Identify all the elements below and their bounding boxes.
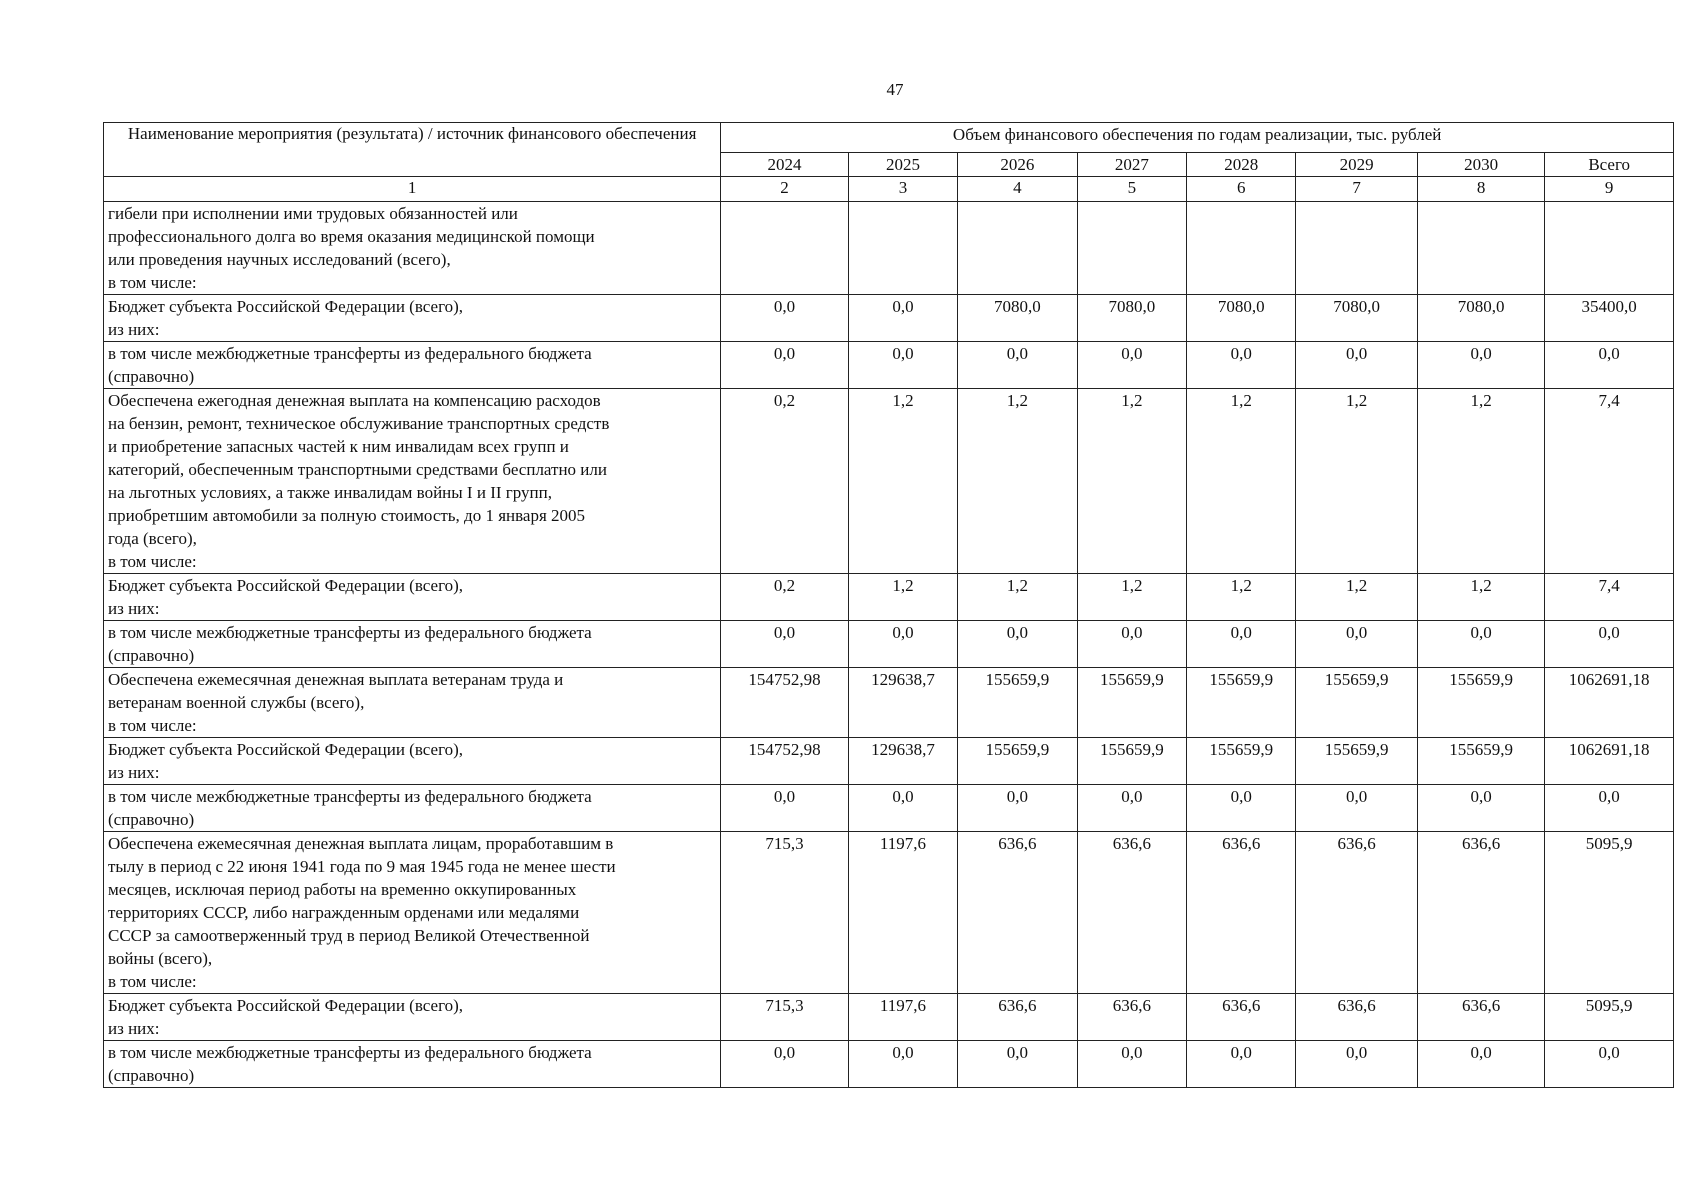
row-name: Бюджет субъекта Российской Федерации (всего), из них: xyxy=(104,738,721,785)
row-value xyxy=(1077,202,1186,295)
row-value: 0,0 xyxy=(721,785,848,832)
header-year-2027: 2027 xyxy=(1077,153,1186,177)
table-row xyxy=(104,389,1674,574)
row-value: 155659,9 xyxy=(1417,668,1544,738)
row-value-total xyxy=(1545,202,1674,295)
row-value: 636,6 xyxy=(1077,994,1186,1041)
row-name: в том числе межбюджетные трансферты из федерального бюджета (справочно) xyxy=(104,342,721,389)
row-value: 0,0 xyxy=(1296,1041,1417,1088)
row-value: 0,0 xyxy=(1417,1041,1544,1088)
row-value: 1,2 xyxy=(1077,389,1186,574)
row-name: Обеспечена ежемесячная денежная выплата ветеранам труда и ветеранам военной службы (всего), в том числе: xyxy=(104,668,721,738)
row-value: 155659,9 xyxy=(1187,738,1296,785)
row-value: 0,0 xyxy=(1077,621,1186,668)
header-name-column: Наименование мероприятия (результата) / источник финансового обеспечения xyxy=(104,123,721,177)
row-value: 0,0 xyxy=(848,621,957,668)
row-value: 715,3 xyxy=(721,832,848,994)
header-year-2028: 2028 xyxy=(1187,153,1296,177)
table-row xyxy=(104,574,1674,621)
column-number: 8 xyxy=(1417,177,1544,202)
row-value-total: 7,4 xyxy=(1545,574,1674,621)
row-name: в том числе межбюджетные трансферты из федерального бюджета (справочно) xyxy=(104,1041,721,1088)
row-value: 1197,6 xyxy=(848,832,957,994)
table-row xyxy=(104,668,1674,738)
row-value: 0,0 xyxy=(721,1041,848,1088)
row-value: 155659,9 xyxy=(1187,668,1296,738)
row-value: 636,6 xyxy=(1417,832,1544,994)
row-value: 0,2 xyxy=(721,574,848,621)
row-value: 1,2 xyxy=(1417,389,1544,574)
table-row xyxy=(104,738,1674,785)
row-value: 0,0 xyxy=(958,621,1077,668)
table-row xyxy=(104,994,1674,1041)
row-value: 636,6 xyxy=(1077,832,1186,994)
row-value: 0,0 xyxy=(848,1041,957,1088)
row-value-total: 5095,9 xyxy=(1545,832,1674,994)
row-value: 154752,98 xyxy=(721,738,848,785)
row-value-total: 1062691,18 xyxy=(1545,668,1674,738)
row-value: 1,2 xyxy=(1187,389,1296,574)
row-value xyxy=(958,202,1077,295)
row-value: 1,2 xyxy=(848,389,957,574)
row-value: 7080,0 xyxy=(1077,295,1186,342)
row-value-total: 0,0 xyxy=(1545,1041,1674,1088)
column-number: 3 xyxy=(848,177,957,202)
row-value: 1,2 xyxy=(1296,574,1417,621)
row-value: 0,2 xyxy=(721,389,848,574)
header-year-2024: 2024 xyxy=(721,153,848,177)
row-value-total: 5095,9 xyxy=(1545,994,1674,1041)
row-name: Бюджет субъекта Российской Федерации (всего), из них: xyxy=(104,574,721,621)
row-value: 0,0 xyxy=(1187,1041,1296,1088)
row-value: 1,2 xyxy=(1417,574,1544,621)
row-name: в том числе межбюджетные трансферты из федерального бюджета (справочно) xyxy=(104,785,721,832)
row-value: 0,0 xyxy=(721,621,848,668)
row-value-total: 7,4 xyxy=(1545,389,1674,574)
header-year-2029: 2029 xyxy=(1296,153,1417,177)
row-value: 636,6 xyxy=(1187,832,1296,994)
row-value-total: 0,0 xyxy=(1545,621,1674,668)
row-value: 0,0 xyxy=(1296,342,1417,389)
row-value: 0,0 xyxy=(721,295,848,342)
row-value xyxy=(1417,202,1544,295)
table-row xyxy=(104,342,1674,389)
row-name: Обеспечена ежемесячная денежная выплата лицам, проработавшим в тылу в период с 22 июня 1941 года по 9 мая 1945 года не менее шести месяцев, исключая период работы на временно оккупированных территориях СССР, либо награжденным орденами или медалями СССР за самоотверженный труд в период Великой Отечественной войны (всего), в том числе: xyxy=(104,832,721,994)
page-number: 47 xyxy=(886,80,904,99)
column-number: 5 xyxy=(1077,177,1186,202)
row-value: 155659,9 xyxy=(958,738,1077,785)
header-year-2030: 2030 xyxy=(1417,153,1544,177)
column-number: 6 xyxy=(1187,177,1296,202)
row-value xyxy=(1296,202,1417,295)
row-value: 7080,0 xyxy=(1417,295,1544,342)
row-value-total: 0,0 xyxy=(1545,342,1674,389)
row-value-total: 1062691,18 xyxy=(1545,738,1674,785)
row-value xyxy=(721,202,848,295)
column-number: 4 xyxy=(958,177,1077,202)
row-value: 636,6 xyxy=(1417,994,1544,1041)
row-value: 155659,9 xyxy=(1296,738,1417,785)
row-value: 0,0 xyxy=(1077,1041,1186,1088)
column-number-row xyxy=(104,177,1674,202)
row-value: 129638,7 xyxy=(848,738,957,785)
row-value: 636,6 xyxy=(958,832,1077,994)
row-value xyxy=(848,202,957,295)
row-value: 154752,98 xyxy=(721,668,848,738)
row-name: гибели при исполнении ими трудовых обязанностей или профессионального долга во время оказания медицинской помощи или проведения научных исследований (всего), в том числе: xyxy=(104,202,721,295)
row-name: Бюджет субъекта Российской Федерации (всего), из них: xyxy=(104,994,721,1041)
table-row xyxy=(104,832,1674,994)
table-row xyxy=(104,621,1674,668)
column-number: 7 xyxy=(1296,177,1417,202)
row-value: 0,0 xyxy=(1296,785,1417,832)
row-name: в том числе межбюджетные трансферты из федерального бюджета (справочно) xyxy=(104,621,721,668)
row-value: 0,0 xyxy=(721,342,848,389)
row-value: 0,0 xyxy=(958,1041,1077,1088)
row-value: 7080,0 xyxy=(958,295,1077,342)
row-value: 0,0 xyxy=(1417,342,1544,389)
row-value: 0,0 xyxy=(848,295,957,342)
row-value: 0,0 xyxy=(1417,785,1544,832)
row-value: 155659,9 xyxy=(958,668,1077,738)
row-name: Бюджет субъекта Российской Федерации (всего), из них: xyxy=(104,295,721,342)
row-value: 0,0 xyxy=(958,785,1077,832)
row-value: 155659,9 xyxy=(1077,738,1186,785)
row-value: 155659,9 xyxy=(1417,738,1544,785)
row-value: 0,0 xyxy=(1187,621,1296,668)
financing-table xyxy=(103,122,1674,1088)
column-number: 2 xyxy=(721,177,848,202)
row-value: 7080,0 xyxy=(1187,295,1296,342)
row-value: 0,0 xyxy=(958,342,1077,389)
column-number: 1 xyxy=(104,177,721,202)
row-value: 129638,7 xyxy=(848,668,957,738)
row-value: 1,2 xyxy=(1187,574,1296,621)
column-number: 9 xyxy=(1545,177,1674,202)
row-value: 1,2 xyxy=(1296,389,1417,574)
row-value: 155659,9 xyxy=(1077,668,1186,738)
row-value: 1,2 xyxy=(1077,574,1186,621)
row-value: 636,6 xyxy=(958,994,1077,1041)
table-row xyxy=(104,785,1674,832)
row-value xyxy=(1187,202,1296,295)
row-value: 636,6 xyxy=(1187,994,1296,1041)
row-value: 0,0 xyxy=(1417,621,1544,668)
table-row xyxy=(104,202,1674,295)
row-value: 1,2 xyxy=(958,574,1077,621)
row-value: 0,0 xyxy=(1187,342,1296,389)
row-value: 1,2 xyxy=(848,574,957,621)
table-row xyxy=(104,1041,1674,1088)
row-value: 0,0 xyxy=(848,785,957,832)
row-value: 715,3 xyxy=(721,994,848,1041)
row-value: 636,6 xyxy=(1296,994,1417,1041)
row-value: 1197,6 xyxy=(848,994,957,1041)
header-financing-volume: Объем финансового обеспечения по годам реализации, тыс. рублей xyxy=(721,123,1674,153)
row-value-total: 35400,0 xyxy=(1545,295,1674,342)
row-value: 636,6 xyxy=(1296,832,1417,994)
row-value: 0,0 xyxy=(848,342,957,389)
row-name: Обеспечена ежегодная денежная выплата на компенсацию расходов на бензин, ремонт, техническое обслуживание транспортных средств и приобретение запасных частей к ним инвалидам всех групп и категорий, обеспеченным транспортными средствами бесплатно или на льготных условиях, а также инвалидам войны I и II групп, приобретшим автомобили за полную стоимость, до 1 января 2005 года (всего), в том числе: xyxy=(104,389,721,574)
header-total: Всего xyxy=(1545,153,1674,177)
table-row xyxy=(104,295,1674,342)
row-value: 155659,9 xyxy=(1296,668,1417,738)
header-year-2026: 2026 xyxy=(958,153,1077,177)
row-value: 0,0 xyxy=(1077,342,1186,389)
row-value: 1,2 xyxy=(958,389,1077,574)
row-value: 0,0 xyxy=(1077,785,1186,832)
row-value: 7080,0 xyxy=(1296,295,1417,342)
row-value-total: 0,0 xyxy=(1545,785,1674,832)
row-value: 0,0 xyxy=(1187,785,1296,832)
row-value: 0,0 xyxy=(1296,621,1417,668)
header-year-2025: 2025 xyxy=(848,153,957,177)
